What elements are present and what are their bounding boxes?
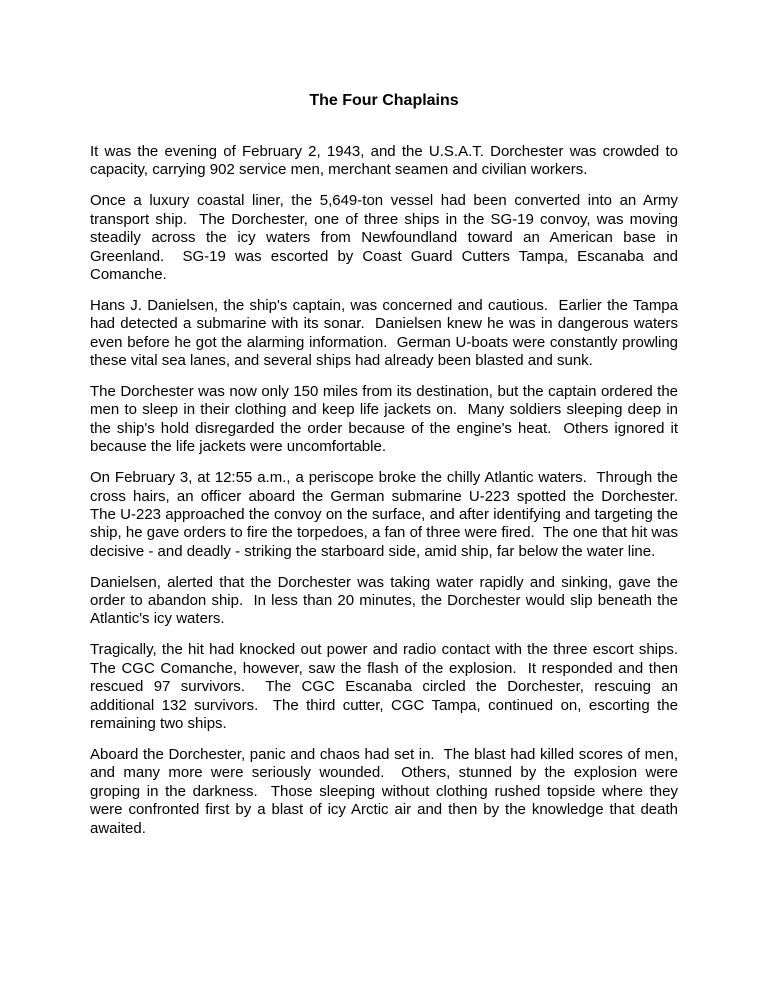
paragraph-abandon-ship: Danielsen, alerted that the Dorchester was taking water rapidly and sinking, gave the order to abandon ship. In less than 20 minutes, the Dorchester would slip beneath the Atlantic's icy waters. [90,573,683,628]
paragraph-rescue: Tragically, the hit had knocked out power and radio contact with the three escort ships. The CGC Comanche, however, saw the flash of the explosion. It responded and then rescued 97 survivors. The CGC Escanaba circled the Dorchester, rescuing an additional 132 survivors. The third cutter, CGC Tampa, continued on, escorting the remaining two ships. [90,641,687,732]
paragraph-chaos: Aboard the Dorchester, panic and chaos had set in. The blast had killed scores of men, and many more were seriously wounded. Others, stunned by the explosion were groping in the darkness. Those sleeping without clothing rushed topside where they were confronted first by a blast of icy Arctic air and then by the knowledge that death awaited. [90,745,683,837]
paragraph-convoy: Once a luxury coastal liner, the 5,649-ton vessel had been converted into an Army transport ship. The Dorchester, one of three ships in the SG-19 convoy, was moving steadily across the icy waters from Newfoundland toward an American base in Greenland. SG-19 was escorted by Coast Guard Cutters Tampa, Escanaba and Comanche. [90,192,683,283]
paragraph-captain: Hans J. Danielsen, the ship's captain, was concerned and cautious. Earlier the Tampa had detected a submarine with its sonar. Danielsen knew he was in dangerous waters even before he got the alarming information. German U-boats were constantly prowling these vital sea lanes, and several ships had already been blasted and sunk. [90,296,683,370]
paragraph-torpedo: On February 3, at 12:55 a.m., a periscope broke the chilly Atlantic waters. Through the cross hairs, an officer aboard the German submarine U-223 spotted the Dorchester. The U-223 approached the convoy on the surface, and after identifying and targeting the ship, he gave orders to fire the torpedoes, a fan of three were fired. The one that hit was decisive - and deadly - striking the starboard side, amid ship, far below the water line. [90,469,687,560]
page-title: The Four Chaplains [309,92,459,109]
paragraph-intro: It was the evening of February 2, 1943, and the U.S.A.T. Dorchester was crowded to capacity, carrying 902 service men, merchant seamen and civilian workers. [90,143,683,179]
paragraph-orders: The Dorchester was now only 150 miles from its destination, but the captain ordered the men to sleep in their clothing and keep life jackets on. Many soldiers sleeping deep in the ship's hold disregarded the order because of the engine's heat. Others ignored it because the life jackets were uncomfortable. [90,382,683,456]
